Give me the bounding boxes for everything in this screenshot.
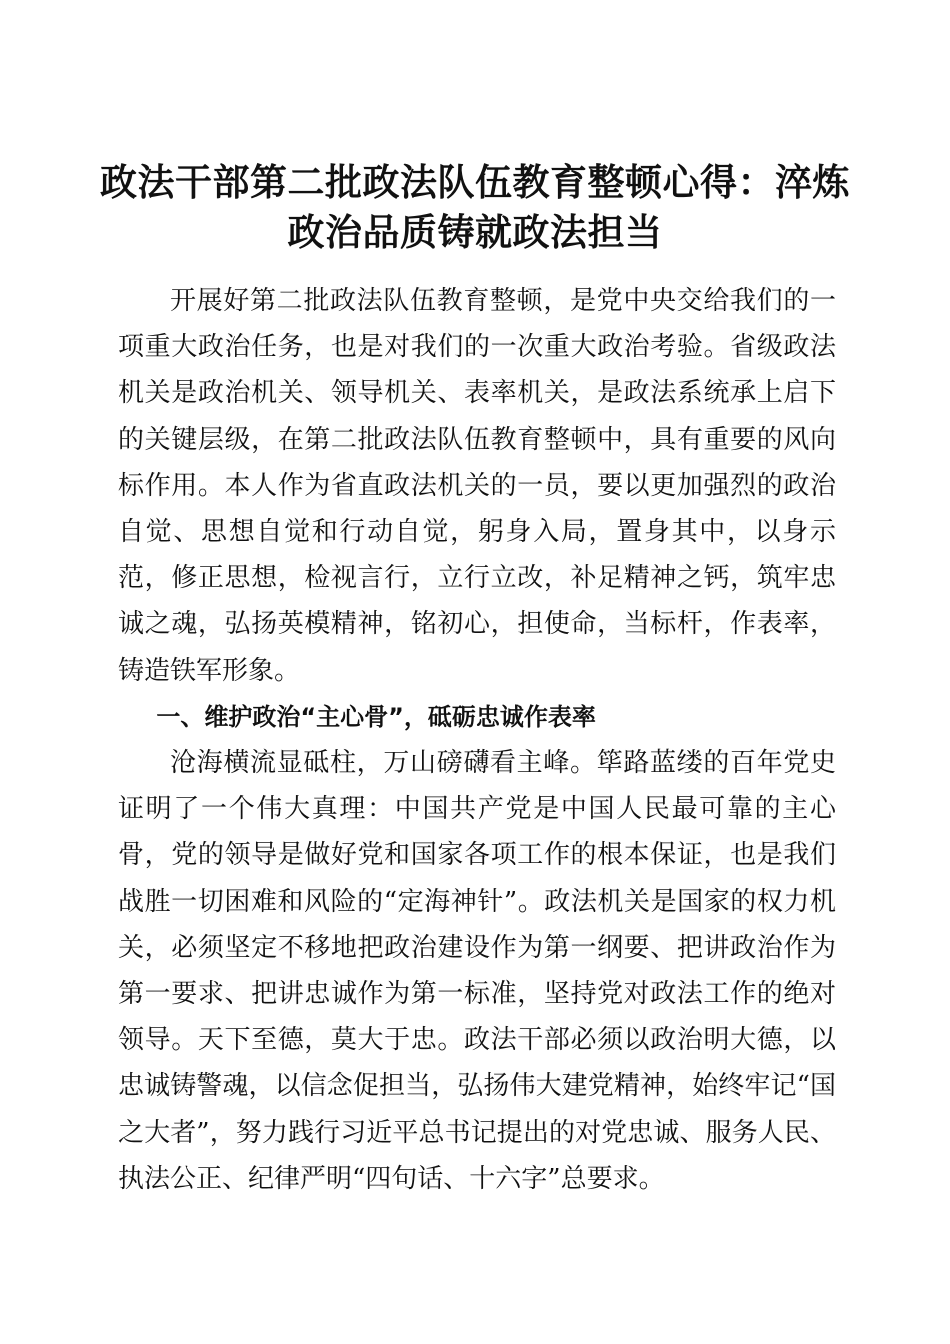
title-line-2: 政治品质铸就政法担当 [287,209,663,254]
title-line-1: 政法干部第二批政法队伍教育整顿心得：淬炼 [100,159,850,204]
section-1-paragraph: 沧海横流显砥柱，万山磅礴看主峰。筚路蓝缕的百年党史证明了一个伟大真理：中国共产党是中国人民最可靠的主心骨，党的领导是做好党和国家各项工作的根本保证，也是我们战胜一切困难和风险的“定海神针”。政法机关是国家的权力机关，必须坚定不移地把政治建设作为第一纲要、把讲政治作为第一要求、把讲忠诚作为第一标准，坚持党对政法工作的绝对领导。天下至德，莫大于忠。政法干部必须以政治明大德，以忠诚铸警魂，以信念促担当，弘扬伟大建党精神，始终牢记“国之大者”，努力践行习近平总书记提出的对党忠诚、服务人民、执法公正、纪律严明“四句话、十六字”总要求。 [118,748,836,1194]
section-heading-1: 一、维护政治“主心骨”，砥砺忠诚作表率 [156,702,596,731]
document-body [118,278,836,1202]
document-title [100,157,850,257]
intro-paragraph: 开展好第二批政法队伍教育整顿，是党中央交给我们的一项重大政治任务，也是对我们的一次重大政治考验。省级政法机关是政治机关、领导机关、表率机关，是政法系统承上启下的关键层级，在第二批政法队伍教育整顿中，具有重要的风向标作用。本人作为省直政法机关的一员，要以更加强烈的政治自觉、思想自觉和行动自觉，躬身入局，置身其中，以身示范，修正思想，检视言行，立行立改，补足精神之钙，筑牢忠诚之魂，弘扬英模精神，铭初心，担使命，当标杆，作表率，铸造铁军形象。 [118,286,836,686]
